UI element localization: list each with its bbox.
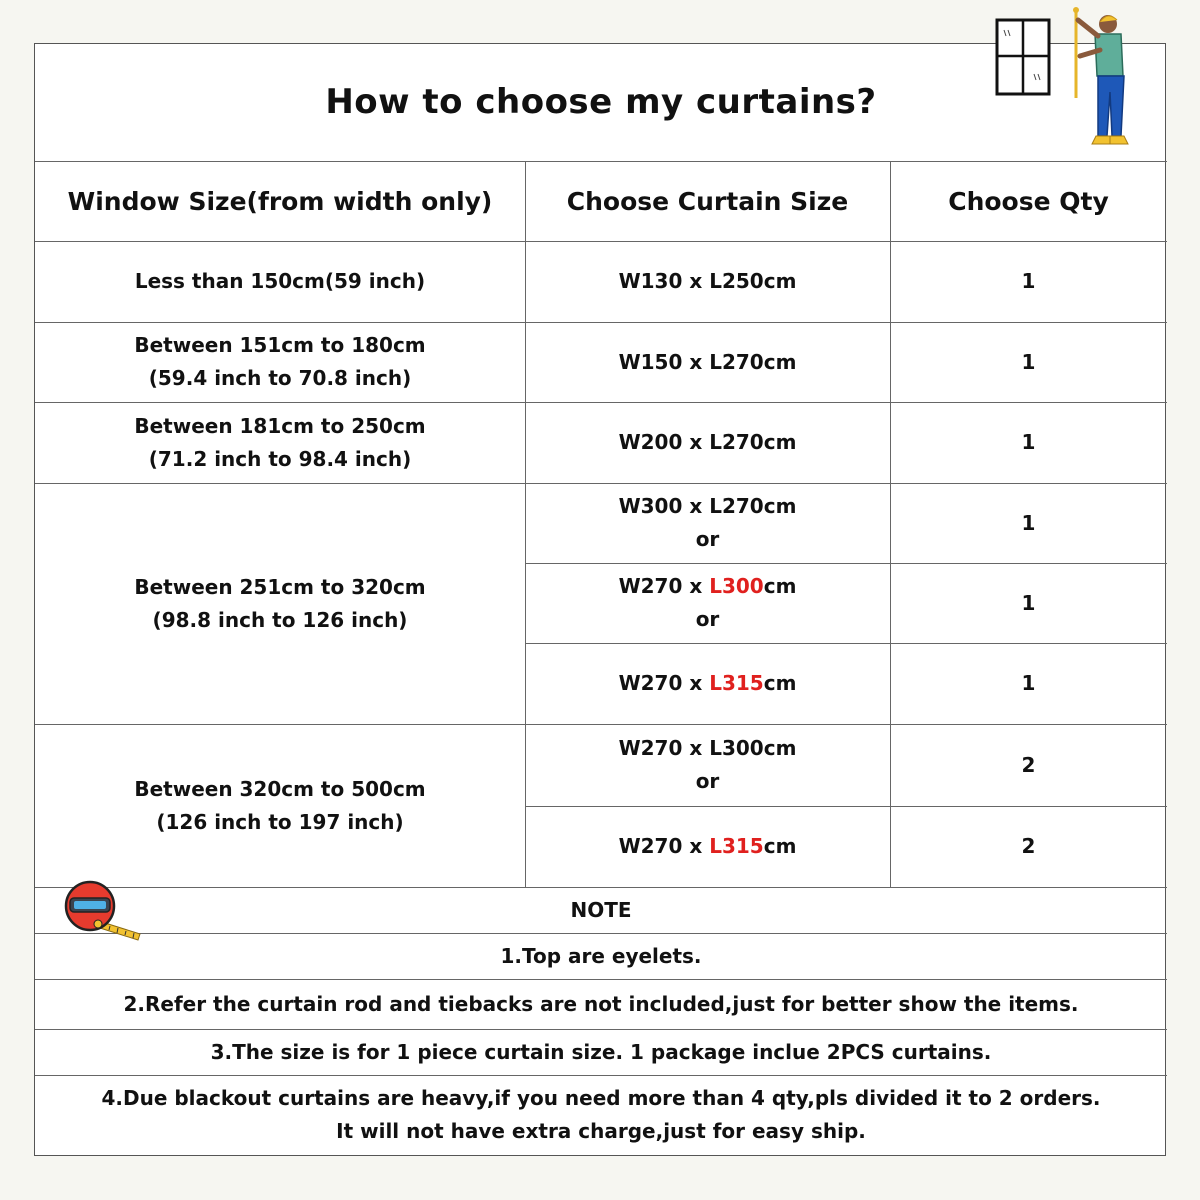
curtain-width: W270 x	[618, 574, 710, 598]
note-item	[35, 1029, 1167, 1075]
curtain-length: L270	[709, 349, 764, 374]
note-title: NOTE	[570, 897, 632, 922]
curtain-unit: cm	[763, 269, 797, 293]
qty-cell: 1	[1021, 510, 1036, 535]
curtain-width: W270 x	[618, 671, 710, 695]
curtain-unit: cm	[763, 671, 797, 695]
curtain-width: W150 x	[618, 349, 710, 374]
curtain-width: W270 x	[618, 736, 710, 760]
curtain-length: L250	[709, 269, 764, 293]
page-title: How to choose my curtains?	[325, 82, 877, 122]
curtain-unit: cm	[763, 834, 797, 858]
curtain-width: W200 x	[618, 430, 710, 454]
window-size-cell	[35, 322, 525, 402]
note-line: 3.The size is for 1 piece curtain size. 1 package inclue 2PCS curtains.	[210, 1039, 992, 1064]
curtain-size-cell	[525, 241, 890, 322]
qty-cell: 1	[1021, 590, 1036, 615]
curtain-unit: cm	[763, 494, 797, 518]
measuring-tape-icon	[62, 876, 146, 944]
curtain-width: W130 x	[618, 269, 710, 293]
header-curtain-size: Choose Curtain Size	[566, 186, 849, 216]
curtain-size-cell	[525, 563, 890, 643]
curtain-length: L270	[709, 494, 764, 518]
note-item	[35, 979, 1167, 1029]
qty-cell: 1	[1021, 349, 1036, 374]
note-line: 4.Due blackout curtains are heavy,if you need more than 4 qty,pls divided it to 2 orders.	[101, 1086, 1101, 1110]
curtain-size-cell	[525, 483, 890, 563]
note-item	[35, 1075, 1167, 1155]
curtain-width: W300 x	[618, 494, 710, 518]
curtain-width: W270 x	[618, 834, 710, 858]
curtain-length: L300	[709, 574, 764, 598]
window-size-cell	[35, 483, 525, 724]
curtain-size-cell	[525, 643, 890, 724]
curtain-size-line	[619, 732, 797, 765]
curtain-size-line	[619, 426, 797, 459]
window-size-inches: (71.2 inch to 98.4 inch)	[148, 446, 412, 471]
or-label: or	[695, 527, 720, 551]
curtain-length: L315	[709, 671, 764, 695]
note-item	[35, 933, 1167, 979]
curtain-length: L270	[709, 430, 764, 454]
note-line: It will not have extra charge,just for easy ship.	[336, 1119, 866, 1143]
curtain-size-line	[619, 265, 797, 298]
window-size-line: Less than 150cm(59 inch)	[134, 269, 426, 293]
or-label: or	[695, 607, 720, 631]
header-window-size: Window Size(from width only)	[67, 186, 493, 216]
header-qty: Choose Qty	[948, 186, 1109, 216]
curtain-unit: cm	[763, 430, 797, 454]
window-size-inches: (59.4 inch to 70.8 inch)	[148, 366, 412, 390]
curtain-length: L315	[709, 834, 764, 858]
size-guide-sheet	[34, 43, 1166, 1156]
curtain-size-line	[619, 830, 797, 863]
curtain-unit: cm	[763, 736, 797, 760]
window-size-inches: (98.8 inch to 126 inch)	[152, 607, 408, 632]
window-size-cell	[35, 241, 525, 322]
qty-cell: 1	[1021, 269, 1036, 293]
or-label: or	[695, 769, 720, 793]
curtain-size-cell	[525, 402, 890, 483]
window-size-line: Between 320cm to 500cm	[134, 776, 426, 801]
curtain-size-cell	[525, 724, 890, 806]
note-line: 2.Refer the curtain rod and tiebacks are not included,just for better show the items.	[123, 991, 1079, 1016]
window-size-cell	[35, 724, 525, 887]
qty-cell: 2	[1021, 752, 1036, 777]
curtain-length: L300	[709, 736, 764, 760]
curtain-unit: cm	[763, 574, 797, 598]
note-line: 1.Top are eyelets.	[500, 943, 702, 968]
worker-measuring-window-icon	[990, 6, 1140, 156]
window-size-line: Between 151cm to 180cm	[134, 333, 426, 357]
curtain-size-line	[619, 346, 797, 379]
qty-cell: 1	[1021, 671, 1036, 695]
curtain-size-cell	[525, 806, 890, 887]
curtain-unit: cm	[763, 349, 797, 374]
qty-cell: 2	[1021, 834, 1036, 858]
curtain-size-cell	[525, 322, 890, 402]
qty-cell: 1	[1021, 430, 1036, 454]
window-size-inches: (126 inch to 197 inch)	[156, 809, 404, 834]
curtain-size-line	[619, 667, 797, 700]
curtain-size-line	[619, 570, 797, 603]
window-size-line: Between 251cm to 320cm	[134, 574, 426, 599]
window-size-line: Between 181cm to 250cm	[134, 413, 426, 438]
curtain-size-line	[619, 490, 797, 523]
window-size-cell	[35, 402, 525, 483]
